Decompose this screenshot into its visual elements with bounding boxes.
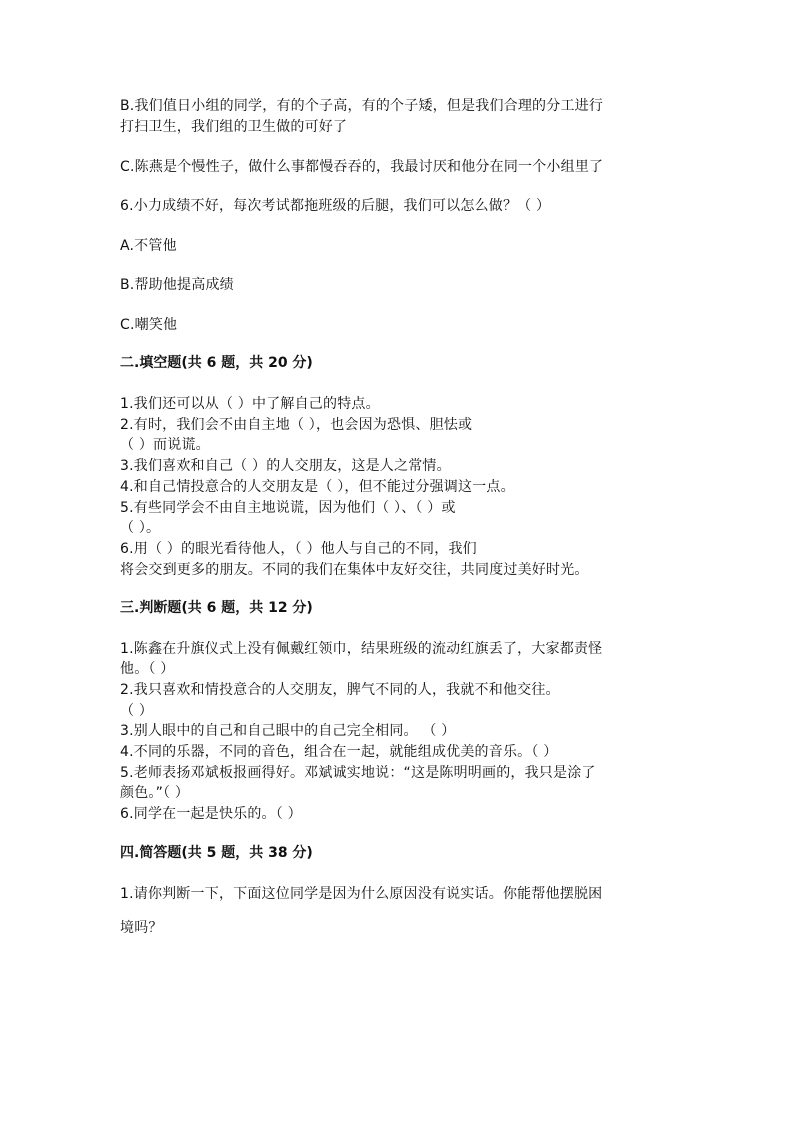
q5-option-b-line1: B.我们值日小组的同学，有的个子高，有的个子矮，但是我们合理的分工进行 — [120, 98, 604, 114]
judgement-line: 颜色。”（ ） — [120, 785, 190, 801]
section-fill-blank-title: 二.填空题(共 6 题，共 20 分) — [120, 355, 313, 371]
fill-blank-line: 1.我们还可以从（ ）中了解自己的特点。 — [120, 396, 380, 412]
section-short-answer-title: 四.简答题(共 5 题，共 38 分) — [120, 845, 313, 861]
q6-option-c: C.嘲笑他 — [120, 317, 178, 333]
q6-option-a: A.不管他 — [120, 238, 177, 254]
judgement-line: 6.同学在一起是快乐的。（ ） — [120, 806, 302, 822]
fill-blank-line: 4.和自己情投意合的人交朋友是（ ），但不能过分强调这一点。 — [120, 479, 515, 495]
q5-option-b-line2: 打扫卫生，我们组的卫生做的可好了 — [120, 119, 348, 135]
fill-blank-line: （ ）。 — [120, 520, 161, 536]
fill-blank-line: 3.我们喜欢和自己（ ）的人交朋友，这是人之常情。 — [120, 458, 451, 474]
short-answer-line: 1.请你判断一下，下面这位同学是因为什么原因没有说实话。你能帮他摆脱困 — [120, 886, 603, 902]
judgement-line: 2.我只喜欢和情投意合的人交朋友，脾气不同的人，我就不和他交往。 — [120, 682, 560, 698]
section-judgement-title: 三.判断题(共 6 题，共 12 分) — [120, 600, 313, 616]
fill-blank-line: 2.有时，我们会不由自主地（ ），也会因为恐惧、胆怯或 — [120, 417, 473, 433]
judgement-line: 5.老师表扬邓斌板报画得好。邓斌诚实地说：“这是陈明明画的，我只是涂了 — [120, 765, 596, 781]
judgement-line: 3.别人眼中的自己和自己眼中的自己完全相同。 （ ） — [120, 723, 456, 739]
judgement-line: 4.不同的乐器，不同的音色，组合在一起，就能组成优美的音乐。（ ） — [120, 744, 558, 760]
q6-option-b: B.帮助他提高成绩 — [120, 277, 234, 293]
q6-stem: 6.小力成绩不好，每次考试都拖班级的后腿，我们可以怎么做？（ ） — [120, 198, 551, 214]
judgement-line: 他。（ ） — [120, 661, 175, 677]
fill-blank-line: 将会交到更多的朋友。不同的我们在集体中友好交往，共同度过美好时光。 — [120, 562, 589, 578]
fill-blank-line: 6.用（ ）的眼光看待他人，（ ）他人与自己的不同，我们 — [120, 541, 477, 557]
fill-blank-line: （ ）而说谎。 — [120, 437, 210, 453]
judgement-line: 1.陈鑫在升旗仪式上没有佩戴红领巾，结果班级的流动红旗丢了，大家都责怪 — [120, 641, 603, 657]
judgement-line: （ ） — [120, 703, 154, 719]
q5-option-c: C.陈燕是个慢性子，做什么事都慢吞吞的，我最讨厌和他分在同一个小组里了 — [120, 159, 604, 175]
short-answer-line: 境吗？ — [120, 920, 163, 936]
fill-blank-line: 5.有些同学会不由自主地说谎，因为他们（ ）、（ ）或 — [120, 500, 456, 516]
